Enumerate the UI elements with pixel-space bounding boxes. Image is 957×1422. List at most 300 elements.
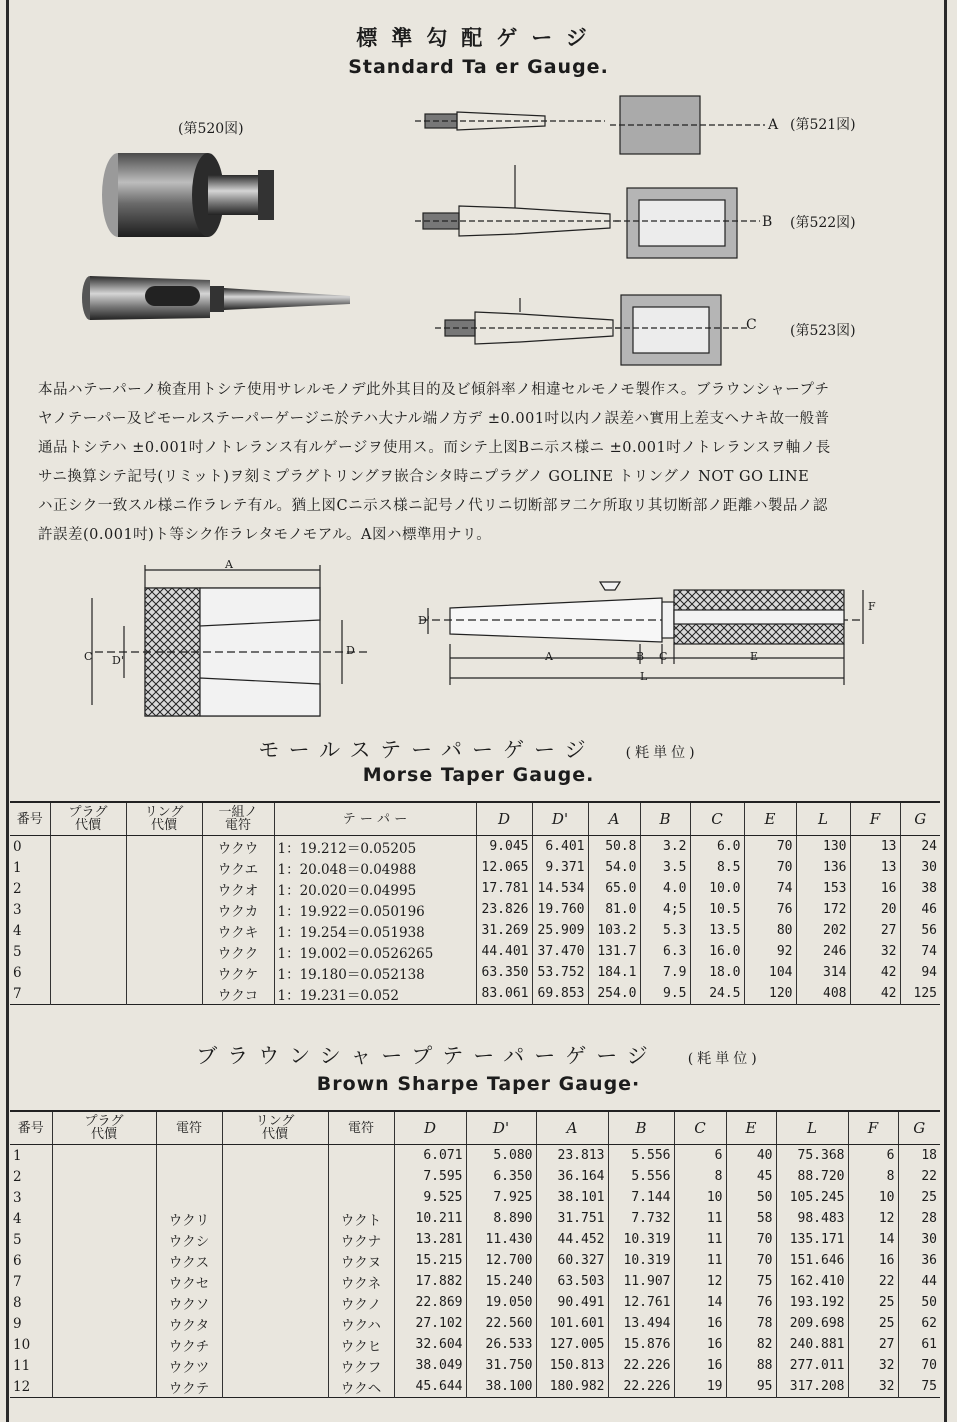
plug-dim-l: L: [640, 670, 648, 683]
cell-code2: ウクヌ: [328, 1250, 394, 1271]
cell-e: 70: [744, 857, 796, 878]
cell-no: 4: [13, 922, 22, 939]
table-row: [10, 1145, 940, 1167]
cell-dp: 25.909: [532, 920, 588, 941]
cell-a: 31.751: [536, 1208, 608, 1229]
table-row: [10, 1313, 940, 1334]
ring-dim-c: C: [84, 650, 93, 663]
cell-c: 11: [674, 1250, 726, 1271]
cell-code1: ウクチ: [156, 1334, 222, 1355]
col-b: B: [640, 802, 690, 836]
cell-f: 42: [850, 983, 900, 1005]
cell-d: 13.281: [394, 1229, 466, 1250]
cell-dp: 69.853: [532, 983, 588, 1005]
cell-: [52, 1355, 156, 1376]
cell-e: 70: [726, 1250, 776, 1271]
col-ring-price: リング 代價: [126, 802, 202, 836]
cell-f: 8: [848, 1166, 898, 1187]
cell-g: 125: [900, 983, 940, 1005]
fig522-label: (第522図): [790, 215, 856, 231]
col-code1: 電符: [156, 1111, 222, 1145]
cell-a: 54.0: [588, 857, 640, 878]
cell-f: 13: [850, 836, 900, 858]
cell-a: 150.813: [536, 1355, 608, 1376]
cell-dp: 8.890: [466, 1208, 536, 1229]
cell-dp: 5.080: [466, 1145, 536, 1167]
cell-no: 2: [13, 1168, 22, 1185]
cell-c: 16.0: [690, 941, 744, 962]
cell-d: 83.061: [476, 983, 532, 1005]
cell-code2: ウクナ: [328, 1229, 394, 1250]
cell-g: 36: [898, 1250, 940, 1271]
fig520-label: (第520図): [178, 121, 244, 137]
cell-d: 38.049: [394, 1355, 466, 1376]
cell-e: 50: [726, 1187, 776, 1208]
cell-: [126, 899, 202, 920]
cell-l: 162.410: [776, 1271, 848, 1292]
cell-c: 12: [674, 1271, 726, 1292]
cell-l: 153: [796, 878, 850, 899]
cell-taper: 1：19.922＝0.050196: [274, 899, 476, 920]
cell-g: 38: [900, 878, 940, 899]
description-line: サニ換算シテ記号(リミット)ヲ刻ミプラグトリングヲ嵌合シタ時ニプラグノ GOLINE トリングノ NOT GO LINE: [38, 469, 810, 485]
cell-g: 74: [900, 941, 940, 962]
cell-g: 25: [898, 1187, 940, 1208]
cell-d: 32.604: [394, 1334, 466, 1355]
cell-: [50, 836, 126, 858]
cell-code: ウクケ: [202, 962, 274, 983]
cell-e: 70: [726, 1229, 776, 1250]
cell-f: 25: [848, 1292, 898, 1313]
col-a: A: [536, 1111, 608, 1145]
cell-g: 18: [898, 1145, 940, 1167]
cell-no: 10: [13, 1336, 31, 1353]
cell-g: 44: [898, 1271, 940, 1292]
brown-header-row: [10, 1111, 940, 1145]
cell-no: 6: [13, 964, 22, 981]
cell-a: 50.8: [588, 836, 640, 858]
cell-: [52, 1313, 156, 1334]
cell-l: 246: [796, 941, 850, 962]
description-line: ヤノテーパー及ビモールステーパーゲージニ於テハ大ナル端ノ方デ ±0.001吋以内ノ誤差ハ實用上差支ヘナキ故一般普: [38, 411, 830, 427]
ring-dim-a: A: [225, 558, 233, 571]
cell-: [126, 836, 202, 858]
col-ring-price: リング 代價: [222, 1111, 328, 1145]
cell-no: 5: [13, 943, 22, 960]
cell-c: 11: [674, 1208, 726, 1229]
cell-dp: 31.750: [466, 1355, 536, 1376]
cell-c: 16: [674, 1355, 726, 1376]
cell-a: 254.0: [588, 983, 640, 1005]
cell-d: 9.045: [476, 836, 532, 858]
cell-dp: 26.533: [466, 1334, 536, 1355]
cell-code: ウクカ: [202, 899, 274, 920]
description-line: 本品ハテーパーノ検査用トシテ使用サレルモノデ此外其目的及ビ傾斜率ノ相違セルモノモ製作ス。ブラウンシャープチ: [38, 382, 830, 398]
cell-l: 408: [796, 983, 850, 1005]
cell-l: 151.646: [776, 1250, 848, 1271]
cell-f: 27: [848, 1334, 898, 1355]
page-title-jp: 標準勾配ゲージ: [356, 25, 601, 50]
cell-a: 65.0: [588, 878, 640, 899]
morse-title-jp: [0, 734, 957, 764]
cell-c: 10.0: [690, 878, 744, 899]
cell-: [52, 1229, 156, 1250]
cell-: [52, 1376, 156, 1398]
fig523-letter: C: [746, 317, 757, 333]
cell-: [52, 1145, 156, 1167]
cell-e: 120: [744, 983, 796, 1005]
col-plug-price: プラグ 代價: [50, 802, 126, 836]
cell-: [52, 1187, 156, 1208]
ring-dim-dprime: D': [112, 654, 124, 667]
cell-c: 10.5: [690, 899, 744, 920]
col-code2: 電符: [328, 1111, 394, 1145]
cell-e: 82: [726, 1334, 776, 1355]
plug-dim-a: A: [545, 650, 553, 663]
cell-code1: ウクテ: [156, 1376, 222, 1398]
cell-code: ウクオ: [202, 878, 274, 899]
col-d: D: [394, 1111, 466, 1145]
cell-a: 184.1: [588, 962, 640, 983]
cell-: [126, 983, 202, 1005]
page-title-en: Standard Ta er Gauge.: [348, 56, 609, 78]
cell-dp: 6.350: [466, 1166, 536, 1187]
cell-g: 70: [898, 1355, 940, 1376]
cell-dp: 22.560: [466, 1313, 536, 1334]
cell-dp: 38.100: [466, 1376, 536, 1398]
cell-g: 61: [898, 1334, 940, 1355]
table-row: [10, 1271, 940, 1292]
cell-no: 3: [13, 901, 22, 918]
cell-b: 10.319: [608, 1250, 674, 1271]
cell-c: 6: [674, 1145, 726, 1167]
cell-taper: 1：19.231＝0.052: [274, 983, 476, 1005]
plug-dim-dprime: D': [418, 614, 430, 627]
cell-dp: 19.050: [466, 1292, 536, 1313]
cell-g: 75: [898, 1376, 940, 1398]
brown-title-jp: [0, 1040, 957, 1070]
col-no: 番号: [10, 802, 50, 836]
cell-a: 180.982: [536, 1376, 608, 1398]
cell-: [52, 1334, 156, 1355]
cell-no: 7: [13, 985, 22, 1002]
cell-a: 127.005: [536, 1334, 608, 1355]
cell-code: ウクク: [202, 941, 274, 962]
cell-l: 88.720: [776, 1166, 848, 1187]
cell-dp: 53.752: [532, 962, 588, 983]
ring-dim-d: D: [346, 644, 355, 657]
col-a: A: [588, 802, 640, 836]
cell-c: 10: [674, 1187, 726, 1208]
cell-code: ウクウ: [202, 836, 274, 858]
cell-: [52, 1271, 156, 1292]
cell-code2: ウクト: [328, 1208, 394, 1229]
page-right-border: [944, 0, 947, 1422]
morse-unit: (粍単位): [625, 745, 699, 761]
cell-: [126, 920, 202, 941]
cell-: [126, 878, 202, 899]
cell-: [222, 1271, 328, 1292]
cell-a: 131.7: [588, 941, 640, 962]
table-row: [10, 1376, 940, 1398]
cell-d: 44.401: [476, 941, 532, 962]
cell-l: 135.171: [776, 1229, 848, 1250]
cell-c: 6.0: [690, 836, 744, 858]
cell-no: 1: [13, 859, 22, 876]
cell-: [50, 983, 126, 1005]
table-row: [10, 941, 940, 962]
cell-c: 24.5: [690, 983, 744, 1005]
cell-: [126, 857, 202, 878]
cell-code1: ウクシ: [156, 1229, 222, 1250]
cell-: [222, 1187, 328, 1208]
description-line: 通品トシテハ ±0.001吋ノトレランス有ルゲージヲ使用ス。而シテ上図Bニ示ス様ニ ±0.001吋ノトレランスヲ軸ノ長: [38, 440, 831, 456]
cell-d: 17.781: [476, 878, 532, 899]
cell-d: 9.525: [394, 1187, 466, 1208]
fig520-photo: [70, 140, 370, 350]
cell-l: 98.483: [776, 1208, 848, 1229]
cell-f: 32: [848, 1355, 898, 1376]
cell-g: 56: [900, 920, 940, 941]
col-no: 番号: [10, 1111, 52, 1145]
col-l: L: [796, 802, 850, 836]
cell-dp: 14.534: [532, 878, 588, 899]
cell-a: 63.503: [536, 1271, 608, 1292]
cell-d: 10.211: [394, 1208, 466, 1229]
cell-: [50, 920, 126, 941]
table-row: [10, 836, 940, 858]
cell-l: 209.698: [776, 1313, 848, 1334]
cell-taper: 1：19.002＝0.0526265: [274, 941, 476, 962]
cell-l: 202: [796, 920, 850, 941]
table-row: [10, 920, 940, 941]
cell-c: 14: [674, 1292, 726, 1313]
col-dprime: D': [532, 802, 588, 836]
cell-code: ウクコ: [202, 983, 274, 1005]
brown-title-text: ブラウンシャープテーパーゲージ: [196, 1044, 658, 1068]
cell-f: 20: [850, 899, 900, 920]
cell-f: 22: [848, 1271, 898, 1292]
cell-d: 22.869: [394, 1292, 466, 1313]
cell-d: 31.269: [476, 920, 532, 941]
cell-code2: ウクノ: [328, 1292, 394, 1313]
cell-f: 32: [848, 1376, 898, 1398]
cell-f: 25: [848, 1313, 898, 1334]
cell-a: 23.813: [536, 1145, 608, 1167]
cell-l: 317.208: [776, 1376, 848, 1398]
cell-l: 277.011: [776, 1355, 848, 1376]
cell-: [50, 857, 126, 878]
cell-no: 1: [13, 1147, 22, 1164]
cell-: [126, 962, 202, 983]
table-row: [10, 1229, 940, 1250]
cell-e: 40: [726, 1145, 776, 1167]
table-row: [10, 1208, 940, 1229]
cell-a: 36.164: [536, 1166, 608, 1187]
plug-dim-b: B: [636, 650, 645, 663]
cell-no: 6: [13, 1252, 22, 1269]
col-c: C: [674, 1111, 726, 1145]
cell-code1: ウクツ: [156, 1355, 222, 1376]
cell-l: 240.881: [776, 1334, 848, 1355]
cell-f: 13: [850, 857, 900, 878]
fig523-label: (第523図): [790, 323, 856, 339]
cell-code: ウクエ: [202, 857, 274, 878]
table-row: [10, 1166, 940, 1187]
cell-e: 76: [726, 1292, 776, 1313]
cell-e: 58: [726, 1208, 776, 1229]
cell-b: 6.3: [640, 941, 690, 962]
cell-f: 14: [848, 1229, 898, 1250]
cell-b: 22.226: [608, 1355, 674, 1376]
cell-: [50, 962, 126, 983]
cell-g: 30: [900, 857, 940, 878]
col-taper: テ ー パ ー: [274, 802, 476, 836]
cell-a: 81.0: [588, 899, 640, 920]
morse-title-text: モールステーパーゲージ: [258, 738, 596, 762]
cell-: [50, 941, 126, 962]
col-e: E: [744, 802, 796, 836]
cell-a: 60.327: [536, 1250, 608, 1271]
cell-dp: 7.925: [466, 1187, 536, 1208]
cell-no: 0: [13, 838, 22, 855]
cell-d: 6.071: [394, 1145, 466, 1167]
cell-b: 12.761: [608, 1292, 674, 1313]
fig521-label: (第521図): [790, 117, 856, 133]
col-c: C: [690, 802, 744, 836]
cell-d: 23.826: [476, 899, 532, 920]
cell-dp: 37.470: [532, 941, 588, 962]
cell-e: 70: [744, 836, 796, 858]
cell-f: 10: [848, 1187, 898, 1208]
table-row: [10, 1187, 940, 1208]
cell-dp: 19.760: [532, 899, 588, 920]
table-row: [10, 962, 940, 983]
cell-code2: [328, 1145, 394, 1167]
cell-b: 13.494: [608, 1313, 674, 1334]
cell-b: 15.876: [608, 1334, 674, 1355]
cell-: [52, 1166, 156, 1187]
cell-a: 90.491: [536, 1292, 608, 1313]
cell-no: 2: [13, 880, 22, 897]
cell-b: 3.5: [640, 857, 690, 878]
cell-b: 9.5: [640, 983, 690, 1005]
cell-g: 24: [900, 836, 940, 858]
cell-code2: [328, 1166, 394, 1187]
fig521-letter: A: [768, 117, 779, 133]
cell-: [222, 1376, 328, 1398]
cell-taper: 1：20.020＝0.04995: [274, 878, 476, 899]
cell-: [222, 1250, 328, 1271]
col-g: G: [898, 1111, 940, 1145]
cell-b: 10.319: [608, 1229, 674, 1250]
cell-l: 193.192: [776, 1292, 848, 1313]
col-g: G: [900, 802, 940, 836]
page-left-border: [6, 0, 9, 1422]
table-row: [10, 878, 940, 899]
cell-no: 4: [13, 1210, 22, 1227]
brown-unit: (粍単位): [687, 1051, 761, 1067]
cell-f: 32: [850, 941, 900, 962]
cell-e: 78: [726, 1313, 776, 1334]
cell-b: 4;5: [640, 899, 690, 920]
cell-: [222, 1166, 328, 1187]
fig522-letter: B: [762, 214, 773, 230]
col-set-code: 一組ノ 電符: [202, 802, 274, 836]
cell-f: 42: [850, 962, 900, 983]
cell-c: 13.5: [690, 920, 744, 941]
description-paragraph: [38, 376, 918, 550]
cell-l: 314: [796, 962, 850, 983]
cell-c: 8.5: [690, 857, 744, 878]
plug-dim-c: C: [659, 650, 668, 663]
cell-b: 5.556: [608, 1166, 674, 1187]
cell-: [50, 878, 126, 899]
cell-e: 75: [726, 1271, 776, 1292]
cell-b: 4.0: [640, 878, 690, 899]
cell-: [52, 1250, 156, 1271]
cell-dp: 9.371: [532, 857, 588, 878]
cell-d: 12.065: [476, 857, 532, 878]
cell-: [222, 1145, 328, 1167]
description-line: ハ正シク一致スル様ニ作ラレテ有ル。猶上図Cニ示ス様ニ記号ノ代リニ切断部ヲ二ケ所取リ其切断部ノ距離ハ製品ノ認: [38, 498, 828, 514]
cell-: [52, 1208, 156, 1229]
cell-b: 22.226: [608, 1376, 674, 1398]
cell-a: 44.452: [536, 1229, 608, 1250]
cell-d: 17.882: [394, 1271, 466, 1292]
cell-code2: ウクハ: [328, 1313, 394, 1334]
cell-no: 11: [13, 1357, 31, 1374]
cell-: [126, 941, 202, 962]
cell-code1: [156, 1166, 222, 1187]
col-f: F: [848, 1111, 898, 1145]
cell-d: 7.595: [394, 1166, 466, 1187]
cell-b: 3.2: [640, 836, 690, 858]
cell-code1: [156, 1187, 222, 1208]
cell-taper: 1：19.254＝0.051938: [274, 920, 476, 941]
cell-g: 46: [900, 899, 940, 920]
cell-dp: 12.700: [466, 1250, 536, 1271]
cell-no: 7: [13, 1273, 22, 1290]
brown-title-en: Brown Sharpe Taper Gauge·: [316, 1073, 641, 1095]
cell-l: 75.368: [776, 1145, 848, 1167]
cell-g: 62: [898, 1313, 940, 1334]
cell-code2: ウクネ: [328, 1271, 394, 1292]
cell-d: 27.102: [394, 1313, 466, 1334]
cell-dp: 15.240: [466, 1271, 536, 1292]
cell-e: 104: [744, 962, 796, 983]
cell-code1: ウクソ: [156, 1292, 222, 1313]
col-f: F: [850, 802, 900, 836]
cell-b: 7.9: [640, 962, 690, 983]
cell-: [50, 899, 126, 920]
cell-dp: 6.401: [532, 836, 588, 858]
cell-: [222, 1229, 328, 1250]
cell-g: 30: [898, 1229, 940, 1250]
description-line: 許誤差(0.001吋)ト等シク作ラレタモノモアル。A図ハ標準用ナリ。: [38, 527, 492, 543]
table-row: [10, 899, 940, 920]
cell-b: 5.556: [608, 1145, 674, 1167]
cell-f: 16: [850, 878, 900, 899]
cell-a: 101.601: [536, 1313, 608, 1334]
table-row: [10, 1355, 940, 1376]
cell-taper: 1：19.180＝0.052138: [274, 962, 476, 983]
cell-a: 38.101: [536, 1187, 608, 1208]
morse-title-en: Morse Taper Gauge.: [362, 764, 595, 786]
cell-g: 50: [898, 1292, 940, 1313]
cell-e: 76: [744, 899, 796, 920]
col-dprime: D': [466, 1111, 536, 1145]
